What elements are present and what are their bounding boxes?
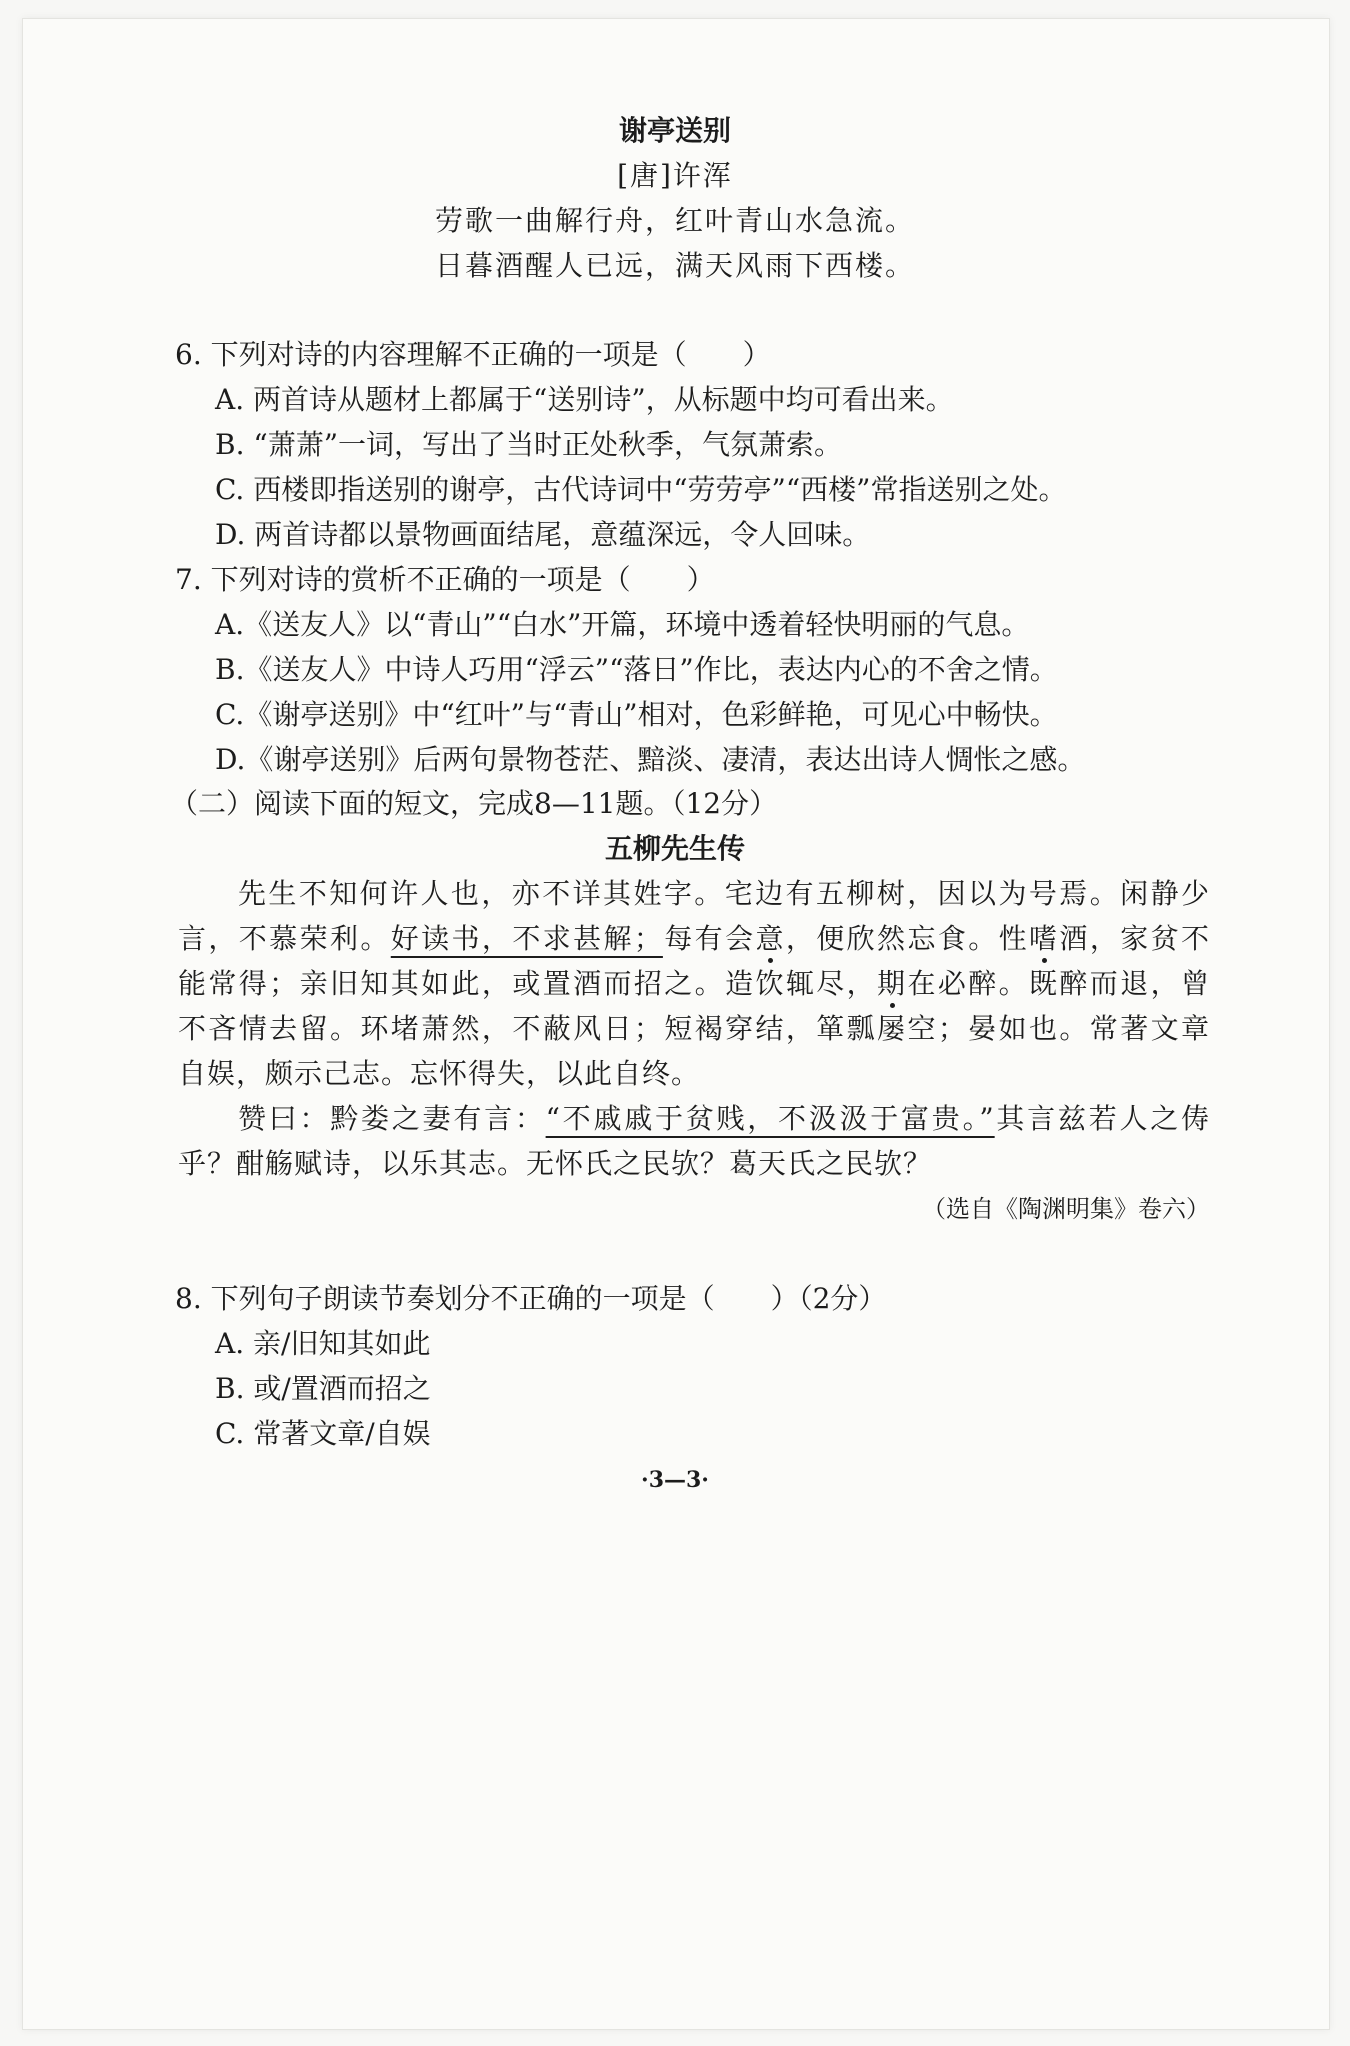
essay-line-2 — [178, 921, 1210, 957]
page-number: ·3—3· — [641, 1467, 709, 1493]
essay-line-5: 自娱，颇示己志。忘怀得失，以此自终。 — [178, 1057, 701, 1090]
essay-text: 言，不慕荣利。 — [178, 922, 391, 955]
question-6-stem: 6. 下列对诗的内容理解不正确的一项是（ ） — [175, 338, 771, 371]
essay-line-4: 不吝情去留。环堵萧然，不蔽风日；短褐穿结，箪瓢屡空；晏如也。常著文章 — [178, 1012, 1210, 1045]
essay-text: 其言兹若人之俦 — [994, 1102, 1210, 1135]
question-7-option-d: D.《谢亭送别》后两句景物苍茫、黯淡、凄清，表达出诗人惆怅之感。 — [215, 743, 1086, 776]
essay-text: 赞曰：黔娄之妻有言： — [238, 1102, 546, 1135]
underlined-sentence-1: 好读书，不求甚解； — [390, 922, 663, 955]
essay-text: 酒，家贫不 — [1059, 922, 1210, 955]
question-6-option-c: C. 西楼即指送别的谢亭，古代诗词中“劳劳亭”“西楼”常指送别之处。 — [215, 473, 1067, 506]
poem-author: [唐]许浑 — [617, 159, 733, 192]
essay-text: 能常得；亲旧知其如此，或置酒而招之。造饮辄尽， — [178, 967, 878, 1000]
essay-source: （选自《陶渊明集》卷六） — [922, 1195, 1210, 1223]
question-8-option-b: B. 或/置酒而招之 — [215, 1372, 431, 1405]
question-8-option-c: C. 常著文章/自娱 — [215, 1417, 431, 1450]
question-6-option-d: D. 两首诗都以景物画面结尾，意蕴深远，令人回味。 — [215, 518, 871, 551]
underlined-sentence-2: “不戚戚于贫贱，不汲汲于富贵。” — [545, 1102, 995, 1135]
essay-text: 在必醉。既醉而退，曾 — [907, 967, 1210, 1000]
dotted-char-shi: 嗜 — [1029, 922, 1060, 955]
essay-line-7: 乎？酣觞赋诗，以乐其志。无怀氏之民欤？葛天氏之民欤？ — [178, 1147, 933, 1180]
dotted-char-yi: 意 — [755, 922, 786, 955]
question-7-stem: 7. 下列对诗的赏析不正确的一项是（ ） — [175, 563, 715, 596]
section-heading: （二）阅读下面的短文，完成8—11题。（12分） — [170, 787, 778, 820]
question-6-option-b: B. “萧萧”一词，写出了当时正处秋季，气氛萧索。 — [215, 428, 843, 461]
essay-line-3 — [178, 966, 1210, 1002]
essay-text: 每有会 — [662, 922, 756, 955]
poem-line-2: 日暮酒醒人已远，满天风雨下西楼。 — [434, 249, 915, 282]
question-7-option-b: B.《送友人》中诗人巧用“浮云”“落日”作比，表达内心的不舍之情。 — [215, 653, 1058, 686]
question-8-option-a: A. 亲/旧知其如此 — [215, 1327, 431, 1360]
question-7-option-a: A.《送友人》以“青山”“白水”开篇，环境中透着轻快明丽的气息。 — [215, 608, 1030, 641]
essay-text: ，便欣然忘食。性 — [785, 922, 1030, 955]
poem-title: 谢亭送别 — [618, 114, 731, 147]
question-6-option-a: A. 两首诗从题材上都属于“送别诗”，从标题中均可看出来。 — [215, 383, 954, 416]
question-7-option-c: C.《谢亭送别》中“红叶”与“青山”相对，色彩鲜艳，可见心中畅快。 — [215, 698, 1058, 731]
dotted-char-qi: 期 — [877, 967, 908, 1000]
essay-title: 五柳先生传 — [604, 832, 745, 865]
essay-line-1: 先生不知何许人也，亦不详其姓字。宅边有五柳树，因以为号焉。闲静少 — [238, 877, 1210, 910]
essay-line-6 — [238, 1101, 1210, 1137]
question-8-stem: 8. 下列句子朗读节奏划分不正确的一项是（ ）（2分） — [175, 1282, 887, 1315]
poem-line-1: 劳歌一曲解行舟，红叶青山水急流。 — [434, 204, 915, 237]
